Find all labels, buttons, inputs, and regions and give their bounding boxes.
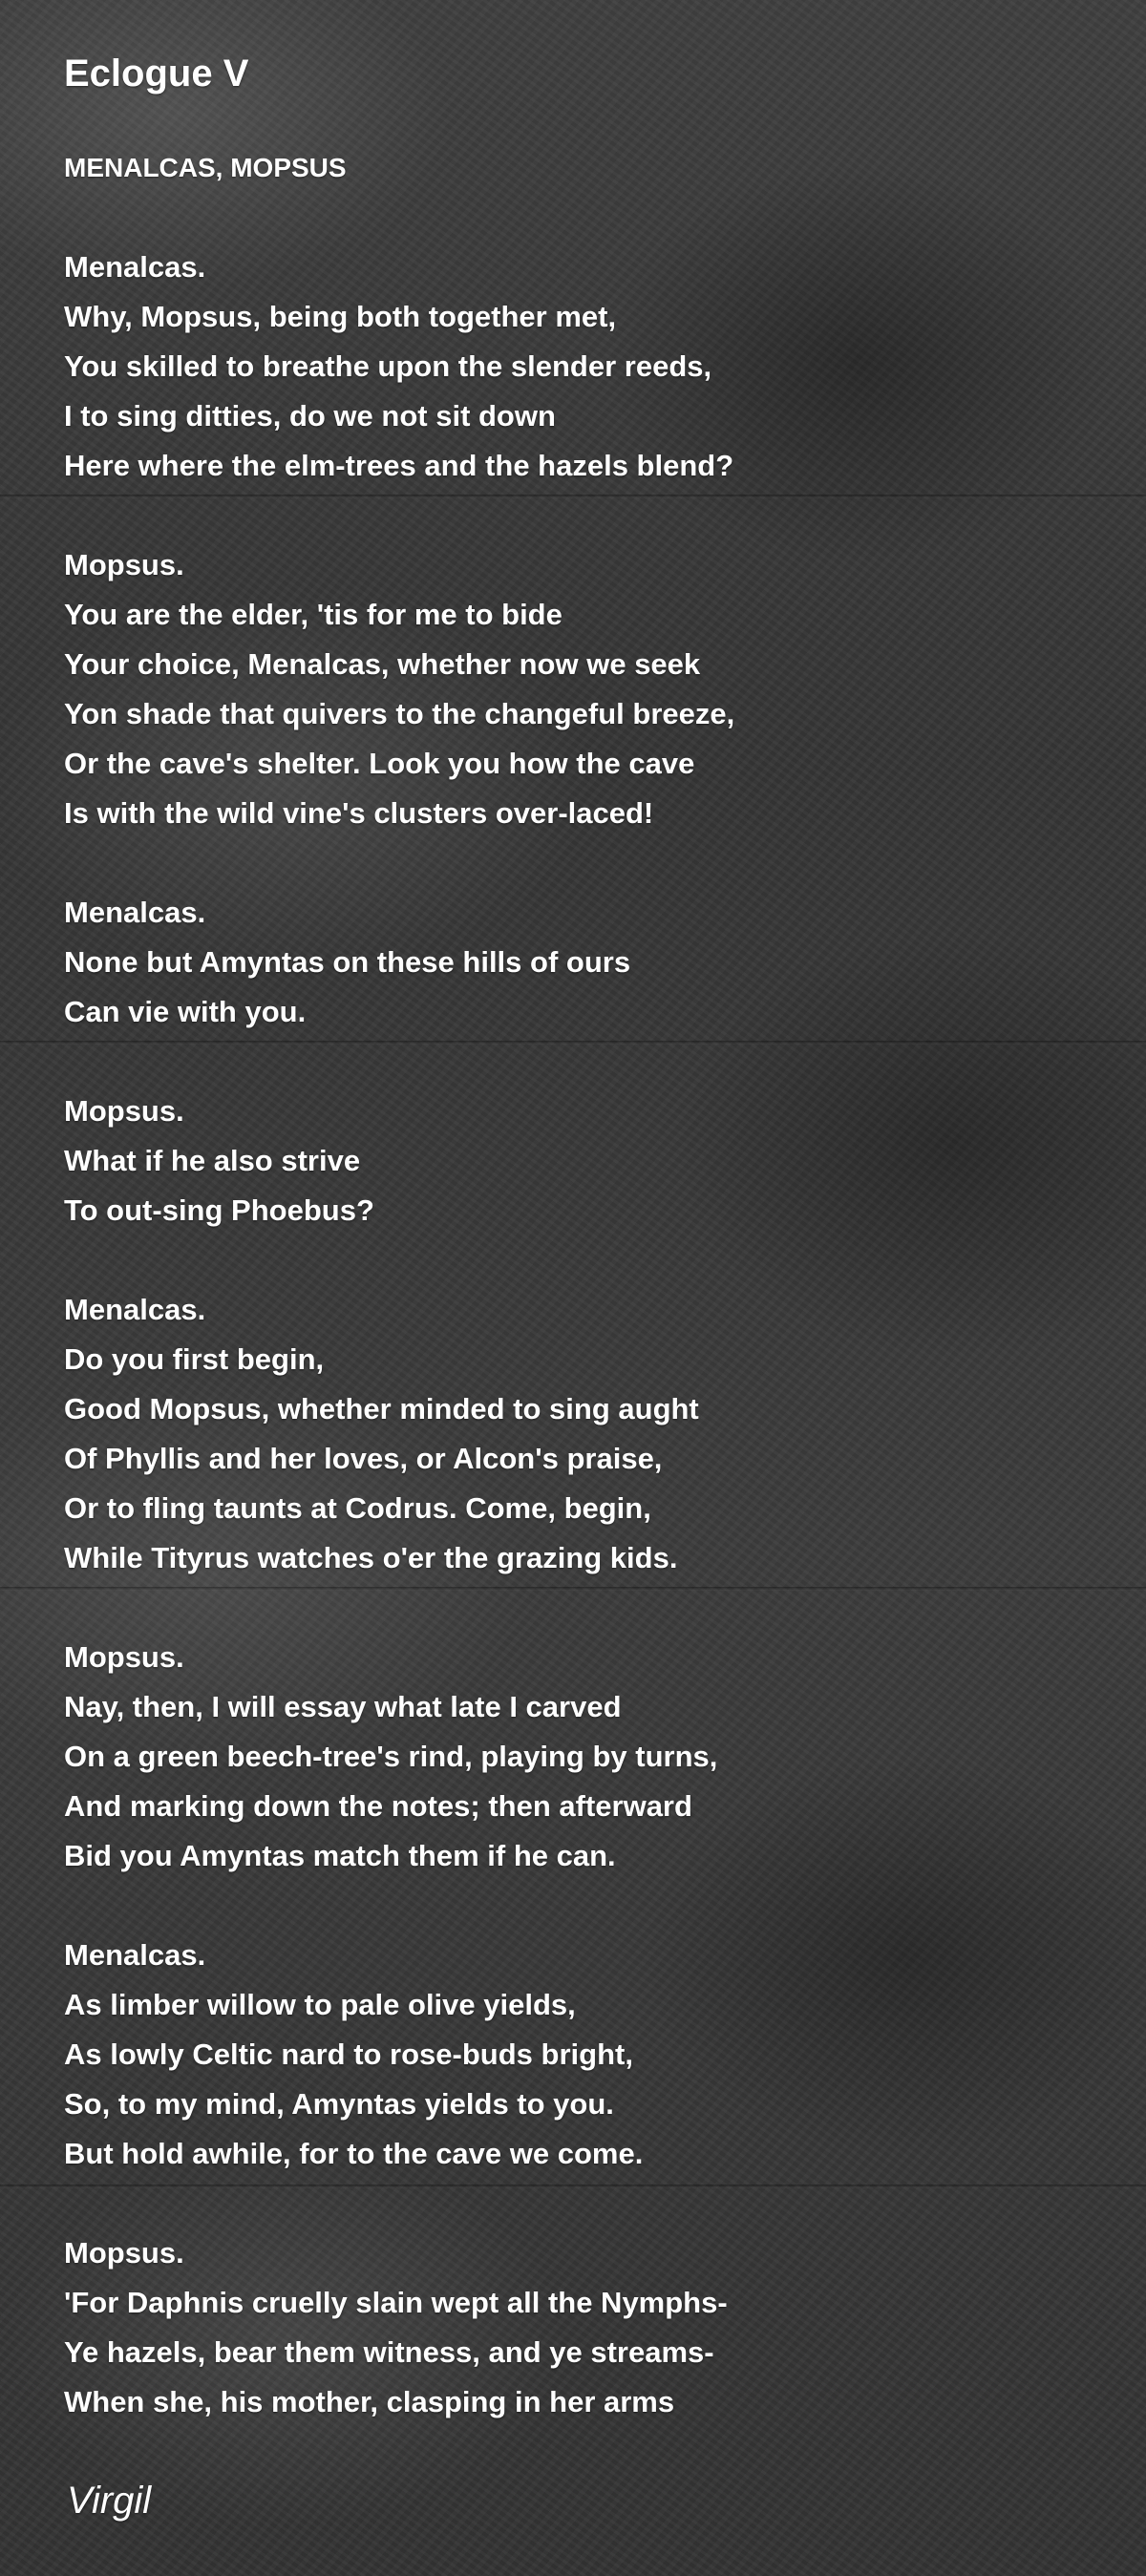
poem-stanza	[64, 1633, 1095, 1881]
poem-title: Eclogue V	[64, 53, 249, 95]
poem-stanza	[64, 1087, 1095, 1235]
poem-line: Here where the elm-trees and the hazels blend?	[64, 449, 734, 482]
poem-line: Or to fling taunts at Codrus. Come, begin,	[64, 1491, 651, 1525]
poem-line: Your choice, Menalcas, whether now we seek	[64, 647, 701, 681]
poem-line: Of Phyllis and her loves, or Alcon's praise,	[64, 1442, 663, 1475]
poem-stanza	[64, 888, 1095, 1037]
poem-line: You skilled to breathe upon the slender reeds,	[64, 349, 712, 383]
poem-line: What if he also strive	[64, 1144, 361, 1177]
stanza-speaker: Menalcas.	[64, 1293, 206, 1326]
poem-stanza	[64, 1931, 1095, 2179]
poem-line: Ye hazels, bear them witness, and ye streams-	[64, 2335, 714, 2369]
poem-line: So, to my mind, Amyntas yields to you.	[64, 2087, 614, 2121]
poem-speakers: MENALCAS, MOPSUS	[64, 153, 347, 182]
poem-stanzas	[64, 243, 1095, 2427]
poem-stanza	[64, 540, 1095, 838]
poem-stanza	[64, 1285, 1095, 1583]
poem-line: While Tityrus watches o'er the grazing kids.	[64, 1541, 678, 1574]
stanza-speaker: Menalcas.	[64, 250, 206, 284]
poem-line: As lowly Celtic nard to rose-buds bright,	[64, 2038, 633, 2071]
poem-content	[64, 50, 1095, 2427]
poem-line: Yon shade that quivers to the changeful breeze,	[64, 697, 735, 730]
poem-line: On a green beech-tree's rind, playing by turns,	[64, 1740, 718, 1773]
poem-line: Or the cave's shelter. Look you how the cave	[64, 747, 695, 780]
poem-line: 'For Daphnis cruelly slain wept all the Nymphs-	[64, 2286, 728, 2319]
poem-line: None but Amyntas on these hills of ours	[64, 945, 631, 979]
poem-stanza	[64, 243, 1095, 491]
poem-line: When she, his mother, clasping in her arms	[64, 2385, 675, 2418]
stanza-speaker: Mopsus.	[64, 2236, 184, 2270]
poem-line: Do you first begin,	[64, 1342, 325, 1376]
poem-line: Is with the wild vine's clusters over-laced!	[64, 796, 654, 830]
stanza-speaker: Mopsus.	[64, 548, 184, 581]
poem-line: But hold awhile, for to the cave we come.	[64, 2137, 644, 2170]
poem-line: I to sing ditties, do we not sit down	[64, 399, 556, 433]
stanza-speaker: Mopsus.	[64, 1094, 184, 1128]
poem-line: As limber willow to pale olive yields,	[64, 1988, 576, 2021]
poem-author: Virgil	[67, 2480, 152, 2522]
stanza-speaker: Menalcas.	[64, 896, 206, 929]
poem-stanza	[64, 2228, 1095, 2427]
poem-line: To out-sing Phoebus?	[64, 1193, 374, 1227]
poem-line: Nay, then, I will essay what late I carved	[64, 1690, 622, 1723]
poem-line: You are the elder, 'tis for me to bide	[64, 598, 562, 631]
poem-line: Good Mopsus, whether minded to sing aught	[64, 1392, 699, 1425]
poem-line: And marking down the notes; then afterward	[64, 1789, 692, 1823]
poem-line: Can vie with you.	[64, 995, 307, 1028]
poem-line: Why, Mopsus, being both together met,	[64, 300, 617, 333]
stanza-speaker: Menalcas.	[64, 1938, 206, 1972]
poem-line: Bid you Amyntas match them if he can.	[64, 1839, 616, 1872]
stanza-speaker: Mopsus.	[64, 1640, 184, 1674]
